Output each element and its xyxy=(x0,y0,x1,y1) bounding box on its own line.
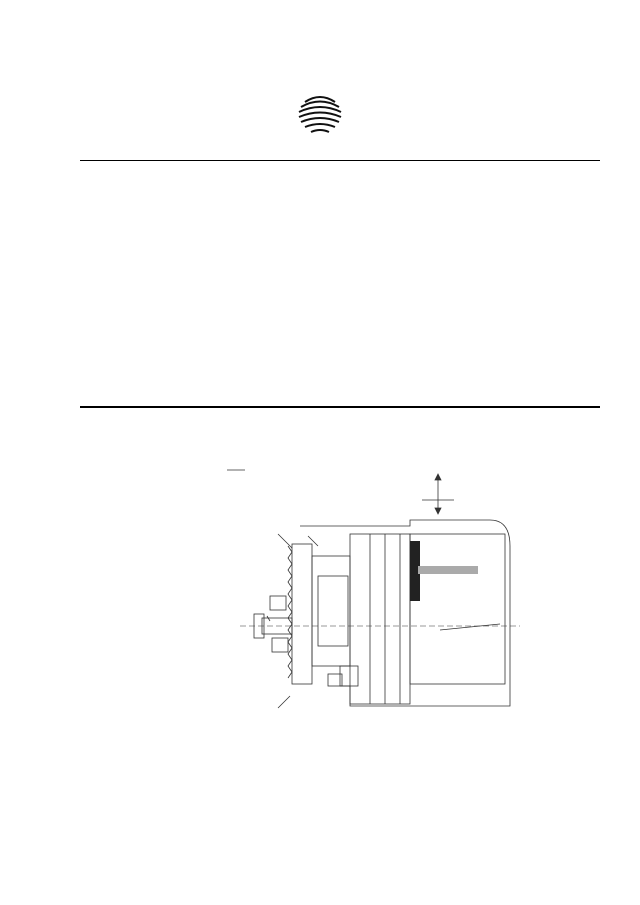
field-25 xyxy=(82,237,332,250)
header-divider xyxy=(80,160,600,161)
right-bibliographic-column xyxy=(344,168,600,176)
field-22 xyxy=(82,219,332,232)
left-bibliographic-column xyxy=(82,168,332,305)
compressor-drawing xyxy=(200,456,600,746)
top-barcode xyxy=(352,90,582,102)
ipc-row-1 xyxy=(82,181,332,194)
title-zh xyxy=(82,432,602,445)
field-51 xyxy=(82,168,332,181)
title-en xyxy=(82,411,602,424)
field-26 xyxy=(82,256,332,269)
side-barcode xyxy=(56,428,74,693)
field-21 xyxy=(82,200,332,213)
drawing-figure xyxy=(200,456,600,746)
title-divider xyxy=(80,406,600,408)
field-30 xyxy=(82,274,332,287)
field-71 xyxy=(82,293,332,306)
